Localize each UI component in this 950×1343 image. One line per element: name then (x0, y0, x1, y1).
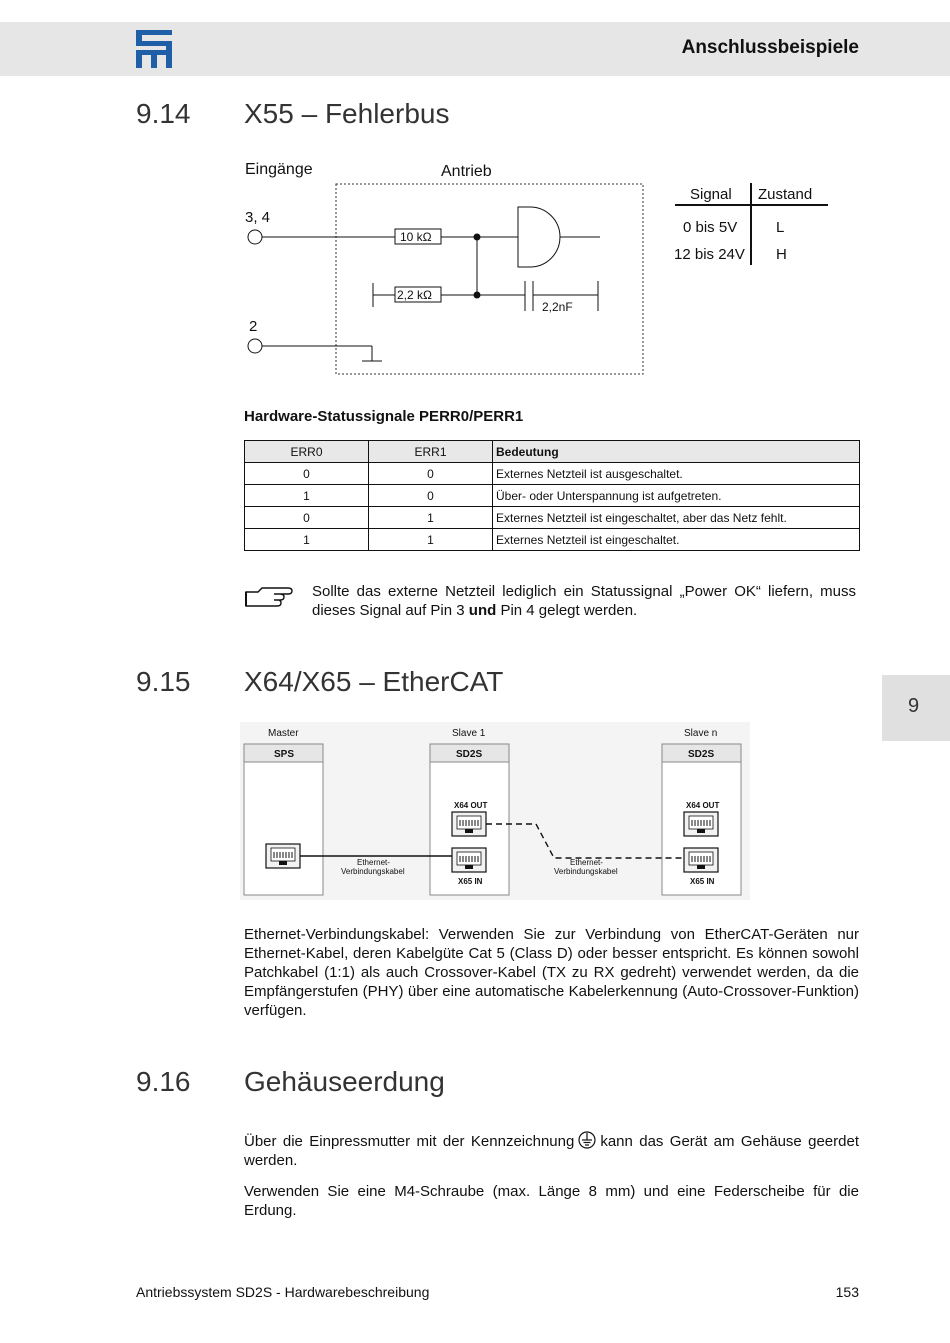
table-cell: 1 (369, 507, 493, 529)
drive-boundary (336, 184, 643, 374)
slave-1-out-port (452, 812, 486, 836)
table-row (245, 529, 860, 551)
grounding-paragraph-2: Verwenden Sie eine M4-Schraube (max. Länge 8 mm) und eine Federscheibe für die Erdung. (244, 1183, 859, 1219)
state-row-2: H (776, 246, 787, 263)
slave-n-in-port (684, 848, 718, 872)
status-heading: Hardware-Statussignale PERR0/PERR1 (244, 408, 524, 425)
table-cell: 0 (369, 463, 493, 485)
grounding-text: kann das Gerät am Gehäuse geerdet werden. (244, 1133, 859, 1169)
buffer-gate (518, 207, 560, 267)
footer-title: Antriebssystem SD2S - Hardwarebeschreibung (136, 1284, 430, 1300)
note-text (312, 582, 856, 620)
master-box-label: SPS (274, 749, 295, 760)
section-number: 9.16 (136, 1066, 191, 1097)
slave-n-label: Slave n (684, 728, 718, 739)
column-header: ERR1 (369, 441, 493, 463)
table-row (245, 507, 860, 529)
table-cell: Externes Netzteil ist ausgeschaltet. (493, 463, 860, 485)
chapter-tab-label: 9 (908, 695, 920, 717)
table-cell: Über- oder Unterspannung ist aufgetreten. (493, 485, 860, 507)
chapter-tab[interactable] (882, 675, 950, 741)
master-device (244, 744, 323, 895)
section-title: X55 – Fehlerbus (244, 98, 450, 129)
pointing-hand-icon (244, 584, 294, 610)
master-label: Master (268, 728, 299, 739)
ethercat-paragraph: Ethernet-Verbindungskabel: Verwenden Sie zur Verbindung von EtherCAT-Geräten nur Ethernet-Kabel, deren Kabelgüte Cat 5 (Class D) oder besser entspricht. Es können sowohl Patchkabel (1:1) als auch Crossover-Kabel (TX zu RX gedreht) verwendet werden, da die Empfängerstufen (PHY) über eine automatische Kabelerkennung (Auto-Crossover-Funktion) verfügen. (244, 926, 859, 1019)
signal-row-1: 0 bis 5V (683, 219, 738, 236)
pin-2-label: 2 (249, 318, 258, 335)
cap-label: 2,2nF (542, 300, 573, 314)
section-number: 9.15 (136, 666, 191, 697)
note-text-part: Pin 4 gelegt werden. (496, 602, 638, 619)
table-cell: 1 (245, 529, 369, 551)
table-cell: 0 (245, 463, 369, 485)
slave-n-box-label: SD2S (688, 749, 715, 760)
pin-3-4-terminal (248, 230, 262, 244)
company-logo (136, 30, 172, 68)
drive-label: Antrieb (441, 163, 492, 180)
r2-label: 2,2 kΩ (397, 288, 432, 302)
slave-n-in-label: X65 IN (690, 877, 715, 886)
column-header: Bedeutung (493, 441, 860, 463)
fault-bus-circuit-diagram (240, 155, 840, 385)
signal-level-table (674, 183, 828, 265)
note-emphasis: und (468, 602, 497, 619)
pin-2-terminal (248, 339, 262, 353)
table-cell: Externes Netzteil ist eingeschaltet. (493, 529, 860, 551)
slave-1-in-port (452, 848, 486, 872)
master-port (266, 844, 300, 868)
inputs-label: Eingänge (245, 161, 313, 178)
table-cell: Externes Netzteil ist eingeschaltet, aber das Netz fehlt. (493, 507, 860, 529)
state-header: Zustand (758, 186, 813, 203)
section-title: X64/X65 – EtherCAT (244, 666, 504, 697)
table-cell: 0 (369, 485, 493, 507)
slave-n-out-label: X64 OUT (686, 801, 720, 810)
header-title: Anschlussbeispiele (681, 37, 859, 58)
signal-row-2: 12 bis 24V (674, 246, 745, 263)
slave-1-in-label: X65 IN (458, 877, 483, 886)
table-cell: 1 (369, 529, 493, 551)
table-header-row (245, 441, 860, 463)
ground-symbol-icon (578, 1131, 596, 1149)
slave-1-out-label: X64 OUT (454, 801, 488, 810)
cable-label-line1: Ethernet- (570, 858, 603, 867)
cable-label-line1: Ethernet- (357, 858, 390, 867)
signal-header: Signal (690, 186, 732, 203)
status-table (244, 440, 860, 551)
slave-1-label: Slave 1 (452, 728, 486, 739)
table-row (245, 485, 860, 507)
table-row (245, 463, 860, 485)
ethercat-topology-diagram (240, 722, 750, 900)
cable-label-line2: Verbindungskabel (554, 867, 618, 876)
table-cell: 1 (245, 485, 369, 507)
state-row-1: L (776, 219, 785, 236)
cable-label-line2: Verbindungskabel (341, 867, 405, 876)
section-title: Gehäuseerdung (244, 1066, 445, 1097)
r1-label: 10 kΩ (400, 230, 432, 244)
slave-n-out-port (684, 812, 718, 836)
slave-1-box-label: SD2S (456, 749, 483, 760)
note-text-part: Sollte das externe Netzteil lediglich ein Statussignal „Power OK“ liefern, muss dieses Signal auf Pin 3 (312, 583, 856, 619)
column-header: ERR0 (245, 441, 369, 463)
grounding-paragraph-1 (244, 1131, 859, 1170)
table-cell: 0 (245, 507, 369, 529)
pin-3-4-label: 3, 4 (245, 209, 271, 226)
grounding-text: Über die Einpressmutter mit der Kennzeichnung (244, 1133, 575, 1150)
page-number: 153 (835, 1284, 859, 1300)
section-number: 9.14 (136, 98, 191, 129)
